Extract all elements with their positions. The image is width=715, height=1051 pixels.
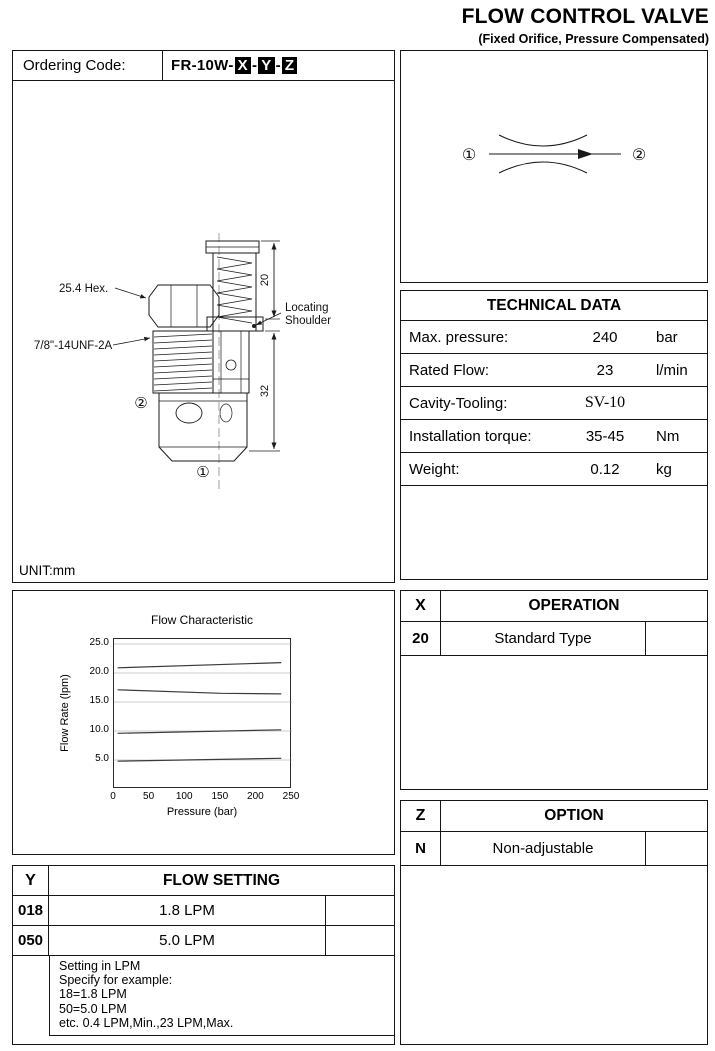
flow-setting-title: FLOW SETTING xyxy=(162,871,281,889)
flow-setting-row-label: 1.8 LPM xyxy=(49,896,326,925)
tech-unit: l/min xyxy=(656,361,688,379)
orifice-arc-top xyxy=(499,135,587,146)
locating-shoulder-label-line2: Shoulder xyxy=(285,315,332,327)
tech-value: SV-10 xyxy=(584,394,626,411)
table-row xyxy=(401,832,707,866)
symbol-panel xyxy=(400,50,708,283)
orifice-element xyxy=(226,360,236,370)
technical-data-title: TECHNICAL DATA xyxy=(401,291,707,321)
flow-setting-note: Specify for example: xyxy=(59,973,173,988)
ordering-code-prefix: FR-10W- xyxy=(171,57,234,74)
table-row xyxy=(13,926,394,956)
tech-value: 23 xyxy=(596,361,614,379)
operation-row-code: 20 xyxy=(401,622,441,655)
ordering-code-y: Y xyxy=(258,57,274,74)
option-table-panel xyxy=(400,800,708,1045)
flow-arrowhead xyxy=(578,149,593,159)
unit-note: UNIT:mm xyxy=(19,563,76,578)
tech-value: 35-45 xyxy=(585,427,625,445)
ordering-code-sep1: - xyxy=(251,57,258,74)
operation-header xyxy=(401,591,707,622)
chart-plot-area xyxy=(113,638,291,788)
technical-data-panel xyxy=(400,290,708,580)
ordering-code-label: Ordering Code: xyxy=(13,51,163,80)
x-tick-label: 200 xyxy=(247,791,264,802)
flow-chart-panel xyxy=(12,590,395,855)
flow-setting-note: 50=5.0 LPM xyxy=(59,1001,127,1016)
operation-title: OPERATION xyxy=(528,597,620,614)
cross-hole xyxy=(176,403,202,423)
y-tick-label: 15.0 xyxy=(89,695,109,706)
tech-label: Max. pressure: xyxy=(409,328,509,346)
page-header xyxy=(462,5,709,46)
option-header xyxy=(401,801,707,832)
flow-setting-table-panel xyxy=(12,865,395,1045)
tech-label: Weight: xyxy=(409,460,460,478)
operation-table-panel xyxy=(400,590,708,790)
ordering-code-z: Z xyxy=(282,57,297,74)
orifice-arc-bottom xyxy=(499,162,587,173)
ordering-code-value xyxy=(163,51,298,80)
tech-unit: kg xyxy=(656,460,672,478)
flow-setting-column-code: Y xyxy=(13,866,49,895)
y-tick-label: 25.0 xyxy=(89,637,109,648)
flow-setting-row-code: 050 xyxy=(13,926,49,955)
tech-unit: Nm xyxy=(656,427,680,445)
hex-size-label: 25.4 Hex. xyxy=(59,283,109,295)
chart-x-axis-title: Pressure (bar) xyxy=(166,806,238,818)
ordering-code-sep2: - xyxy=(275,57,281,74)
chart-title: Flow Characteristic xyxy=(150,613,254,627)
table-row xyxy=(13,896,394,926)
port-2-marker: ② xyxy=(134,395,148,412)
valve-body xyxy=(159,393,247,461)
symbol-port-2: ② xyxy=(631,147,647,164)
flow-setting-row-code: 018 xyxy=(13,896,49,925)
y-tick-label: 5.0 xyxy=(95,753,109,764)
table-row xyxy=(401,622,707,656)
option-row-code: N xyxy=(401,832,441,865)
option-column-code: Z xyxy=(401,801,441,831)
dim-20-label: 20 xyxy=(259,273,271,287)
locating-shoulder-label-line1: Locating xyxy=(285,302,329,314)
dim-32-label: 32 xyxy=(259,384,271,398)
tech-value: 0.12 xyxy=(590,460,620,478)
flow-setting-row-label: 5.0 LPM xyxy=(49,926,326,955)
hex-head xyxy=(149,285,219,327)
y-tick-label: 10.0 xyxy=(89,724,109,735)
flow-setting-note: Setting in LPM xyxy=(59,959,141,973)
spring-coils xyxy=(217,257,252,323)
flow-setting-notes xyxy=(49,956,394,1036)
hydraulic-symbol-drawing xyxy=(401,51,706,281)
table-row xyxy=(401,354,707,387)
chart-series-lines xyxy=(114,639,292,789)
tech-label: Installation torque: xyxy=(409,427,532,445)
x-tick-label: 150 xyxy=(211,791,229,802)
cross-hole-2 xyxy=(220,404,232,422)
ordering-code-header xyxy=(13,51,394,81)
table-row xyxy=(401,453,707,486)
page-subtitle: (Fixed Orifice, Pressure Compensated) xyxy=(478,32,709,46)
valve-drawing xyxy=(13,221,396,551)
x-tick-label: 250 xyxy=(282,791,300,802)
flow-setting-note: etc. 0.4 LPM,Min.,23 LPM,Max. xyxy=(59,1015,234,1030)
x-tick-label: 100 xyxy=(175,791,193,802)
hex-leader-line xyxy=(115,288,146,298)
spring-housing xyxy=(213,253,256,331)
option-row-label: Non-adjustable xyxy=(441,832,646,865)
option-title: OPTION xyxy=(544,807,604,824)
ordering-code-x: X xyxy=(235,57,251,74)
table-row xyxy=(401,387,707,420)
ordering-drawing-panel xyxy=(12,50,395,583)
tech-value: 240 xyxy=(592,328,618,346)
tech-unit: bar xyxy=(656,328,678,346)
flow-setting-note: 18=1.8 LPM xyxy=(59,987,127,1002)
operation-row-label: Standard Type xyxy=(441,622,646,655)
thread-leader-line xyxy=(113,338,150,345)
page-title: FLOW CONTROL VALVE xyxy=(461,5,709,28)
x-tick-label: 50 xyxy=(143,791,155,802)
table-row xyxy=(401,321,707,354)
flow-setting-header xyxy=(13,866,394,896)
thread-spec-label: 7/8"-14UNF-2A xyxy=(34,340,113,352)
y-tick-label: 20.0 xyxy=(89,666,109,677)
tech-label: Cavity-Tooling: xyxy=(409,394,508,412)
port-1-marker: ① xyxy=(196,464,210,481)
symbol-port-1: ① xyxy=(461,147,477,164)
table-row xyxy=(401,420,707,453)
x-tick-label: 0 xyxy=(110,791,116,802)
section-bore xyxy=(213,331,249,393)
tech-label: Rated Flow: xyxy=(409,361,490,379)
operation-column-code: X xyxy=(401,591,441,621)
chart-y-axis-title: Flow Rate (lpm) xyxy=(59,674,71,752)
